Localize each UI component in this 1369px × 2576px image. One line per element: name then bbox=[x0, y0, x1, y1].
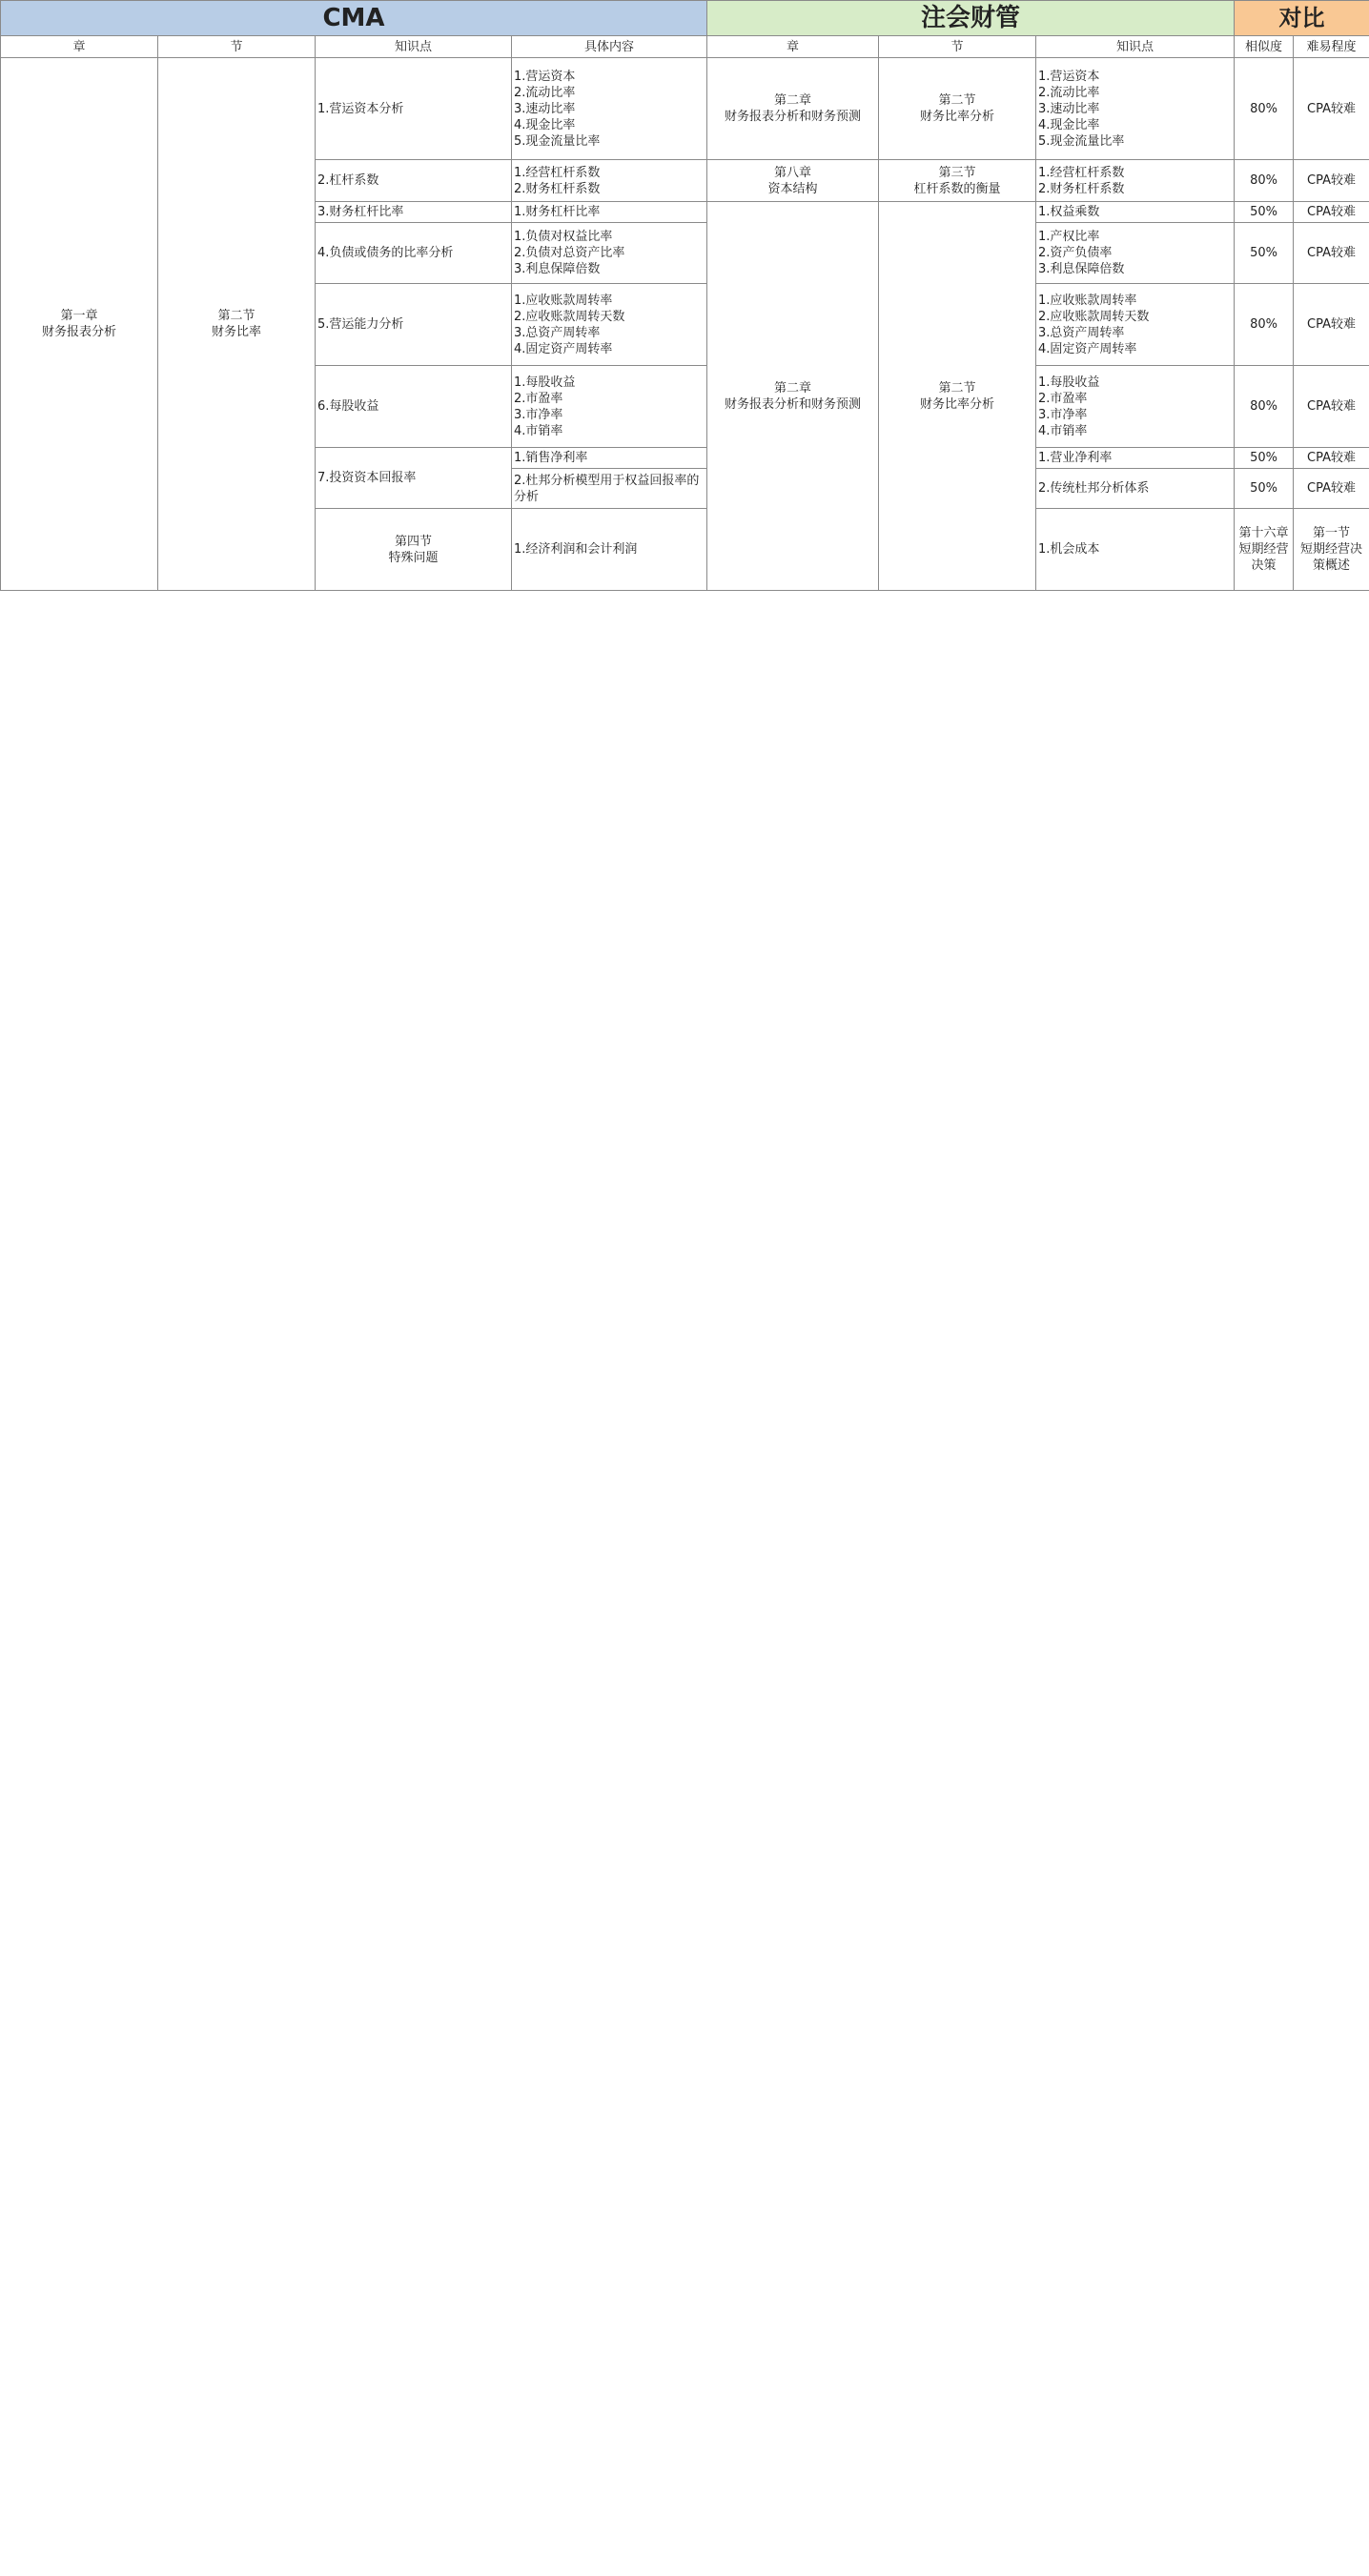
similarity-cell: 80% bbox=[1235, 58, 1294, 160]
cpa-point-cell: 1.应收账款周转率 2.应收账款周转天数 3.总资产周转率 4.固定资产周转率 bbox=[1036, 284, 1235, 366]
cma-content-cell: 1.每股收益 2.市盈率 3.市净率 4.市销率 bbox=[512, 366, 707, 448]
col-cpa-point: 知识点 bbox=[1036, 36, 1235, 58]
similarity-cell: 50% bbox=[1235, 223, 1294, 284]
cma-content-cell: 1.机会成本 bbox=[1036, 509, 1235, 591]
compare-header: 对比 bbox=[1235, 1, 1369, 36]
difficulty-cell: CPA较难 bbox=[1294, 202, 1369, 223]
cpa-section-cell: 第三节 杠杆系数的衡量 bbox=[879, 160, 1036, 202]
cpa-point-cell: 1.权益乘数 bbox=[1036, 202, 1235, 223]
cma-point-cell: 2.杠杆系数 bbox=[316, 160, 512, 202]
similarity-cell: 50% bbox=[1235, 448, 1294, 469]
cpa-header: 注会财管 bbox=[707, 1, 1235, 36]
cpa-chapter-cell: 第二章 财务报表分析和财务预测 bbox=[707, 202, 879, 591]
cma-point-cell: 4.负债或债务的比率分析 bbox=[316, 223, 512, 284]
col-cma-point: 知识点 bbox=[316, 36, 512, 58]
comparison-table bbox=[0, 0, 1369, 591]
similarity-cell: 80% bbox=[1235, 284, 1294, 366]
cpa-point-cell: 1.每股收益 2.市盈率 3.市净率 4.市销率 bbox=[1036, 366, 1235, 448]
difficulty-cell: CPA较难 bbox=[1294, 223, 1369, 284]
cma-content-cell: 1.营运资本 2.流动比率 3.速动比率 4.现金比率 5.现金流量比率 bbox=[512, 58, 707, 160]
col-cpa-chapter: 章 bbox=[707, 36, 879, 58]
cma-section-cell: 第二节 财务比率 bbox=[158, 58, 316, 591]
col-cma-chapter: 章 bbox=[1, 36, 158, 58]
cma-content-cell: 1.财务杠杆比率 bbox=[512, 202, 707, 223]
difficulty-cell: CPA较难 bbox=[1294, 58, 1369, 160]
cpa-chapter-cell: 第十六章 短期经营决策 bbox=[1235, 509, 1294, 591]
difficulty-cell: CPA较难 bbox=[1294, 160, 1369, 202]
col-cma-section: 节 bbox=[158, 36, 316, 58]
cpa-point-cell: 1.营运资本 2.流动比率 3.速动比率 4.现金比率 5.现金流量比率 bbox=[1036, 58, 1235, 160]
cma-chapter-cell: 第一章 财务报表分析 bbox=[1, 58, 158, 591]
cma-content-cell: 1.经营杠杆系数 2.财务杠杆系数 bbox=[512, 160, 707, 202]
cpa-section-cell: 第二节 财务比率分析 bbox=[879, 202, 1036, 591]
table-row bbox=[1, 58, 1369, 160]
cma-header: CMA bbox=[1, 1, 707, 36]
cpa-section-cell: 第二节 财务比率分析 bbox=[879, 58, 1036, 160]
difficulty-cell: CPA较难 bbox=[1294, 284, 1369, 366]
cpa-point-cell: 1.经营杠杆系数 2.财务杠杆系数 bbox=[1036, 160, 1235, 202]
cma-point-cell: 1.营运资本分析 bbox=[316, 58, 512, 160]
similarity-cell: 50% bbox=[1235, 202, 1294, 223]
cma-point-cell: 5.营运能力分析 bbox=[316, 284, 512, 366]
difficulty-cell: CPA较难 bbox=[1294, 448, 1369, 469]
cma-point-cell: 1.经济利润和会计利润 bbox=[512, 509, 707, 591]
cma-point-cell: 3.财务杠杆比率 bbox=[316, 202, 512, 223]
cpa-chapter-cell: 第二章 财务报表分析和财务预测 bbox=[707, 58, 879, 160]
cpa-point-cell: 1.产权比率 2.资产负债率 3.利息保障倍数 bbox=[1036, 223, 1235, 284]
cma-section-cell: 第四节 特殊问题 bbox=[316, 509, 512, 591]
col-similarity: 相似度 bbox=[1235, 36, 1294, 58]
cpa-chapter-cell: 第八章 资本结构 bbox=[707, 160, 879, 202]
difficulty-cell: CPA较难 bbox=[1294, 366, 1369, 448]
cma-content-cell: 2.杜邦分析模型用于权益回报率的分析 bbox=[512, 469, 707, 509]
similarity-cell: 50% bbox=[1235, 469, 1294, 509]
similarity-cell: 80% bbox=[1235, 160, 1294, 202]
cma-content-cell: 1.应收账款周转率 2.应收账款周转天数 3.总资产周转率 4.固定资产周转率 bbox=[512, 284, 707, 366]
cpa-section-cell: 第一节 短期经营决策概述 bbox=[1294, 509, 1369, 591]
col-cma-content: 具体内容 bbox=[512, 36, 707, 58]
col-difficulty: 难易程度 bbox=[1294, 36, 1369, 58]
cma-point-cell: 7.投资资本回报率 bbox=[316, 448, 512, 509]
cma-content-cell: 1.销售净利率 bbox=[512, 448, 707, 469]
similarity-cell: 80% bbox=[1235, 366, 1294, 448]
col-cpa-section: 节 bbox=[879, 36, 1036, 58]
cma-point-cell: 6.每股收益 bbox=[316, 366, 512, 448]
cpa-point-cell: 2.传统杜邦分析体系 bbox=[1036, 469, 1235, 509]
cma-content-cell: 1.负债对权益比率 2.负债对总资产比率 3.利息保障倍数 bbox=[512, 223, 707, 284]
difficulty-cell: CPA较难 bbox=[1294, 469, 1369, 509]
table-body bbox=[1, 58, 1369, 591]
cpa-point-cell: 1.营业净利率 bbox=[1036, 448, 1235, 469]
